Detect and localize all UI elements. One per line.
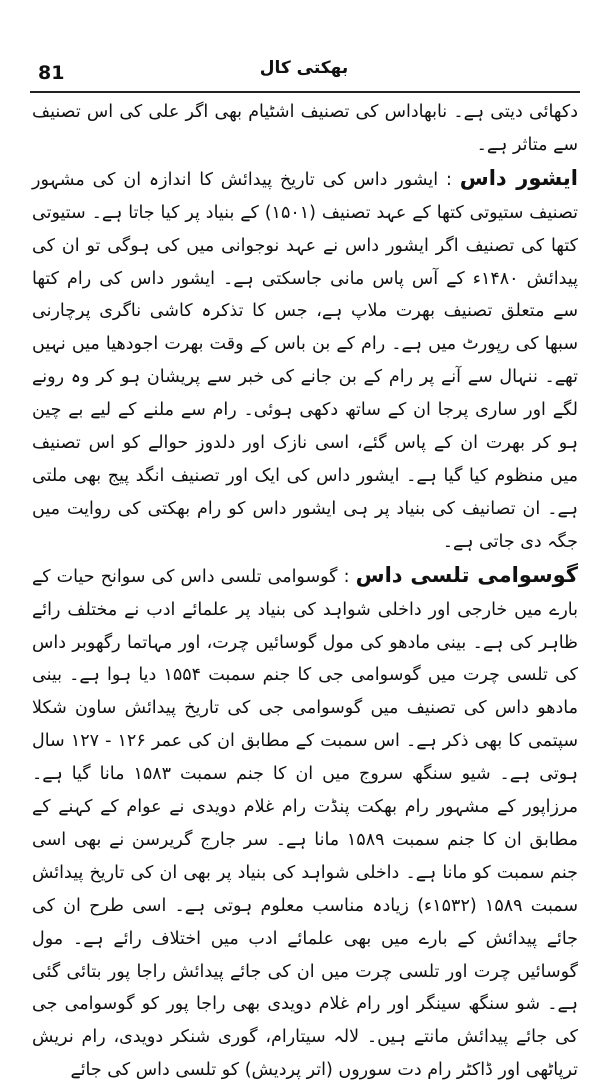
section-term: ایشور داس xyxy=(459,165,578,190)
paragraph-text: : ایشور داس کی تاریخ پیدائش کا اندازہ ان کی مشہور تصنیف ستیوتی کتھا کے عہد تصنیف (۱۵۰۱) کے بنیاد پر کیا جاتا ہے۔ ستیوتی کتھا کی تصنیف اگر ایشور داس نے عہد نوجوانی میں کی ہوگی تو ان کی پیدائش ۱۴۸۰ء کے آس پاس مانی جاسکتی ہے۔ ایشور داس کی رام کتھا سے متعلق تصنیف بھرت ملاپ ہے، جس کا تذکرہ کاشی ناگری پرچارنی سبھا کی رپورٹ میں ہے۔ رام کے بن باس کے وقت بھرت اجودھیا میں نہیں تھے۔ ننہال سے آنے پر رام کے بن جانے کی خبر سے پریشان ہو کر وہ رونے لگے اور ساری پرجا ان کے ساتھ دکھی ہوئی۔ رام سے ملنے کے لیے بے چین ہو کر بھرت ان کے پاس گئے، اسی نازک اور دلدوز حوالے کو اس تصنیف میں منظوم کیا گیا ہے۔ ایشور داس کی ایک اور تصنیف انگد پیج بھی ملتی ہے۔ ان تصانیف کی بنیاد پر ہی ایشور داس کو رام بھکتی کی روایت میں جگہ دی جاتی ہے۔ xyxy=(32,169,578,552)
page-number: 81 xyxy=(38,62,65,84)
paragraph-tulsi-das xyxy=(32,559,578,1087)
paragraph-ishwar-das xyxy=(32,162,578,559)
header-rule xyxy=(30,91,580,93)
section-term: گوسوامی تلسی داس xyxy=(355,562,578,587)
paragraph-continuation xyxy=(32,96,578,162)
paragraph-text: دکھائی دیتی ہے۔ نابھاداس کی تصنیف اشٹیام بھی اگر علی کی اس تصنیف سے متاثر ہے۔ xyxy=(32,102,578,155)
body-text xyxy=(32,96,578,1087)
running-title: بھکتی کال xyxy=(259,58,349,78)
page-header xyxy=(28,58,580,86)
paragraph-text: : گوسوامی تلسی داس کی سوانح حیات کے بارے میں خارجی اور داخلی شواہد کی بنیاد پر علمائے ادب نے مختلف رائے ظاہر کی ہے۔ بینی مادھو کی مول گوسائیں چرت، اور مہاتما رگھوبر داس کی تلسی چرت میں گوسوامی جی کا جنم سمبت ۱۵۵۴ دیا ہوا ہے۔ بینی مادھو داس کی تصنیف میں گوسوامی جی کی تاریخ پیدائش ساون شکلا سپتمی کا بھی ذکر ہے۔ اس سمبت کے مطابق ان کی عمر ۱۲۶ - ۱۲۷ سال ہوتی ہے۔ شیو سنگھ سروج میں ان کا جنم سمبت ۱۵۸۳ مانا گیا ہے۔ مرزاپور کے مشہور رام بھکت پنڈت رام غلام دویدی نے عوام کے کہنے کے مطابق ان کا جنم سمبت ۱۵۸۹ مانا ہے۔ سر جارج گریرسن نے بھی اسی جنم سمبت کو مانا ہے۔ داخلی شواہد کی بنیاد پر بھی ان کی تاریخ پیدائش سمبت ۱۵۸۹ (۱۵۳۲ء) زیادہ مناسب معلوم ہوتی ہے۔ اسی طرح ان کی جائے پیدائش کے بارے میں بھی علمائے ادب میں اختلاف رائے ہے۔ مول گوسائیں چرت اور تلسی چرت میں ان کی جائے پیدائش راجا پور بتائی گئی ہے۔ شو سنگھ سینگر اور رام غلام دویدی بھی راجا پور کو گوسوامی جی کی جائے پیدائش مانتے ہیں۔ لالہ سیتارام، گوری شنکر دویدی، رام نریش ترپاٹھی اور ڈاکٹر رام دت سوروں (اتر پردیش) کو تلسی داس کی جائے xyxy=(32,566,579,1081)
